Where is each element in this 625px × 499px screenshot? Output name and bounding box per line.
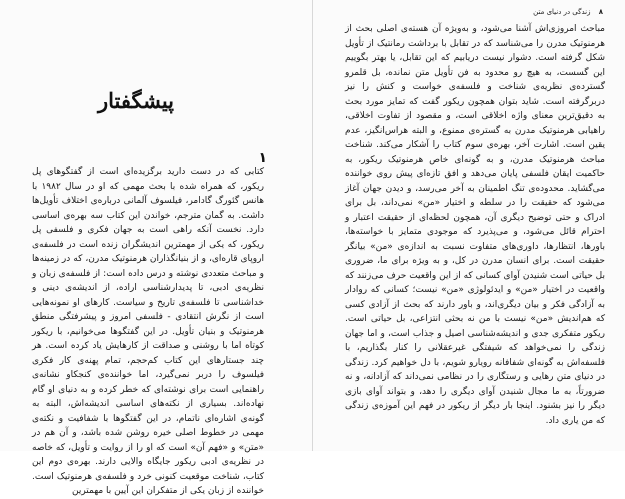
running-header: [341, 8, 603, 16]
section-number: ١: [258, 150, 267, 166]
right-page: [312, 0, 625, 451]
page-number: ۸: [598, 8, 603, 16]
chapter-title: پیشگفتار: [97, 88, 174, 113]
running-header-title: زندگی در دنیای متن: [533, 8, 591, 16]
left-page-body-text: کتابی که در دست دارید برگزیده‌ای است از گفتگوهای پل ریکور، که همراه شده با بحث مهمی که او در سال ۱۹۸۲ با هانس گئورگ گادامر، فیلسوف آلمانی درباره‌ی اختلاف تأویل‌ها داشت. به گمان مترجم، خواندن این کتاب سه بهره‌ی اساسی دارد. نخست آنکه راهی است به جهان فکری و فلسفی پل ریکور، که یکی از مهمترین اندیشگران زنده است در فلسفه‌ی اروپای قاره‌ای، و از بنیانگذاران هرمنوتیک مدرن، که در زمینه‌ها و مباحث متعددی نوشته و درس داده است: از فلسفه‌ی زبان و نظریه‌ی ادبی، تا پدیدارشناسی اراده، از اندیشه‌ی دینی و خداشناسی تا فلسفه‌ی تاریخ و سیاست. کارهای او نمونه‌هایی است از نگرش انتقادی - فلسفی امروز و پیشرفتگی منطق هرمنوتیک و بنیان تأویل. در این گفتگوها می‌خوانیم، با ریکور کوتاه اما با روشنی و صداقت از کارهایش یاد کرده است. هر چند جستارهای این کتاب کم‌حجم، تمام پهنه‌ی کار فکری فیلسوف را دربر نمی‌گیرد، اما خواننده‌ی کنجکاو نشانه‌ی راهنمایی است برای نوشته‌ای که خطر کرده و به دنیای او گام نهاده‌اند. بسیاری از نکته‌های اساسی اندیشه‌اش، البته به گونه‌ی اشاره‌ای ناتمام، در این گفتگوها با شفافیت و نکته‌ی مهمی در خطوط اصلی خیره روشن شده باشد، و آن هم در «متن» و «فهم آن» است که او را از روایت و تأویل، که خاصه در نظریه‌ی ادبی ریکور جایگاه والایی دارند. بهره‌ی دوم این کتاب، شناخت موقعیت کنونی خرد و فلسفه‌ی هرمنوتیک است. خواننده از زبان یکی از متفکران این آیین با مهمترین: [32, 167, 264, 496]
right-page-body-text: مباحث امروزی‌اش آشنا می‌شود، و به‌ویژه آن هسته‌ی اصلی بحث از هرمنوتیک مدرن را می‌شناسد که در تقابل با برداشت رمانتیک از تأویل شکل گرفته است. دشوار نیست دریابیم که این تقابل، یا بهتر بگوییم این گسست، به هیچ رو محدود به فن تأویل متن نمانده، بل قلمرو گسترده‌ی نظریه‌ی شناخت و فلسفه‌ی خواست و کنش را نیز دربرگرفته است. شاید بتوان همچون ریکور گفت که تمایز مورد بحث به دقیق‌ترین معنای واژه اخلاقی است، و مقصود از تفاوت اخلاقی، راهیابی هرمنوتیک مدرن به گستره‌ی ممنوع، و البته هراس‌انگیز، عدم یقین است. اشارت آخر، بهره‌ی سوم کتاب را آشکار می‌کند. شناخت مباحث هرمنوتیک مدرن، و به گونه‌ای خاص هرمنوتیک ریکور، به حاکمیت ایقان فلسفی پایان می‌دهد و افق تازه‌ای پیش روی خواننده می‌گشاید. محدوده‌ی تنگ اطمینان به آخر می‌رسد، و دیدن جهان آغاز می‌شود که حقیقت را در سلطه و اختیار «من» نمی‌داند، بل برای ادراک و حتی توضیح دیگری آن، همچون لحظه‌ای از حقیقت اعتبار و احترام قائل می‌شود، و می‌پذیرد که موجودی متمایز با خواسته‌ها، باورها، انتظارها، داوری‌های متفاوت نسبت به اندازه‌ی «من» بیانگر حقیقت است. برای انسان مدرن در کل، و به ویژه برای ما، ضروری بل حیاتی است شنیدن آوای کسانی که از این واقعیت حرف می‌زنند که واقعیت در اختیار «من» و ایدئولوژی «من» نیست؛ کسانی که روادار به آزادگی فکر و بیان دیگری‌اند، و باور دارند که بحث از آزادی کسی که هم‌اندیش «من» نیست با من نه بحثی انتزاعی، بل حیاتی است. ریکور متفکری جدی و اندیشه‌شناسی اصیل و جذاب است، و اما جهان زندگی را نمی‌خواهد که شیفتگی غیرعقلانی را کنار بگذاریم، با فلسفه‌اش به گونه‌ای شفافانه رویارو شویم، با دل خواهیم کرد. زندگی در دنیای متن رهایی و رستگاری را در نظامی نمی‌داند که آزادانه، و نه ضرورتاً، به ما مجال شنیدن آوای دیگری را دهد، و بتواند آوای بازی دیگر را نیز بشنود. اینجا بار دیگر از ریکور در فهم این آموزه‌ی زندگی که من یاری داد.: [345, 24, 605, 426]
left-page: [0, 0, 312, 496]
